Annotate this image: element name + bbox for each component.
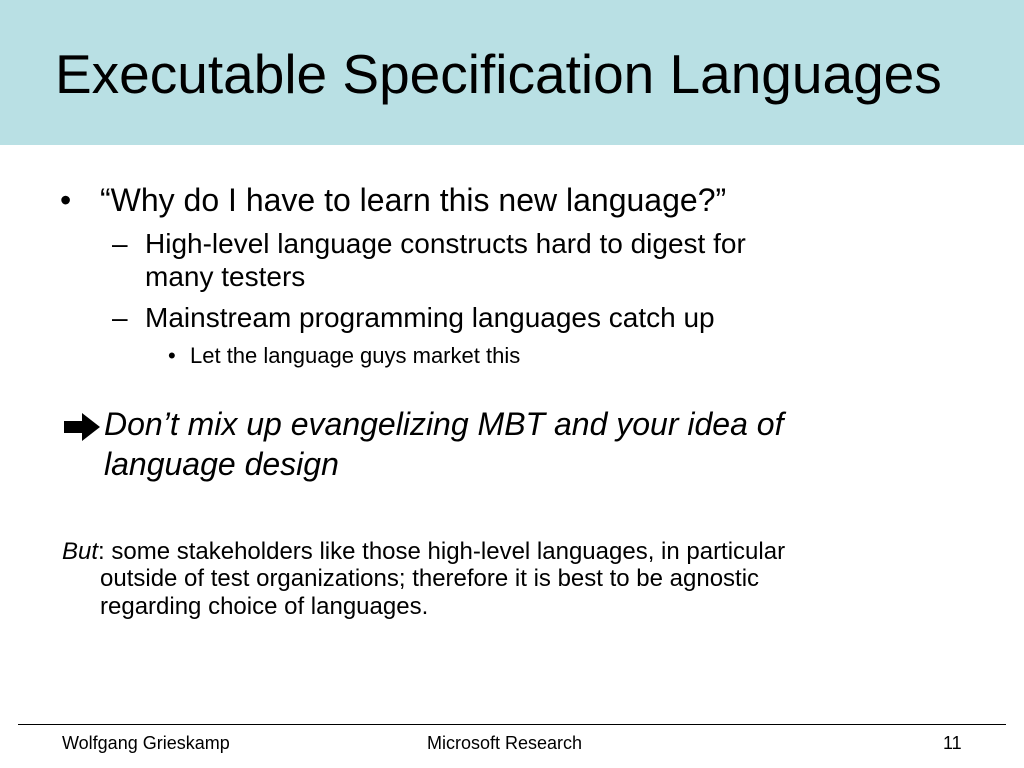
- right-arrow-icon: [62, 410, 102, 444]
- note-line: [62, 538, 785, 566]
- subsub-bullet-marker: •: [168, 343, 176, 368]
- footer-author: Wolfgang Grieskamp: [62, 733, 230, 753]
- subbullet-text-line: Mainstream programming languages catch up: [145, 302, 715, 333]
- footer-page-number: 11: [943, 733, 962, 753]
- note-line: regarding choice of languages.: [100, 593, 429, 620]
- subbullet-text-line: many testers: [145, 261, 306, 292]
- bullet-text: “Why do I have to learn this new language?”: [100, 182, 727, 218]
- subbullet-text-line: High-level language constructs hard to digest for: [145, 228, 746, 259]
- conclusion-text-line: Don’t mix up evangelizing MBT and your idea of: [104, 406, 784, 442]
- subsub-bullet-text: Let the language guys market this: [190, 343, 521, 368]
- bullet-marker: •: [60, 182, 72, 218]
- title-bar: [0, 0, 1024, 145]
- slide-title: Executable Specification Languages: [55, 43, 942, 105]
- footer-organization: Microsoft Research: [427, 733, 583, 753]
- footer-divider: [18, 724, 1006, 725]
- subbullet-marker: –: [112, 228, 128, 259]
- note-lead-italic: But: [62, 538, 99, 565]
- note-line-rest: : some stakeholders like those high-level languages, in particular: [98, 538, 786, 565]
- note-line: outside of test organizations; therefore it is best to be agnostic: [100, 565, 760, 592]
- conclusion-text-line: language design: [104, 446, 339, 482]
- subbullet-marker: –: [112, 302, 128, 333]
